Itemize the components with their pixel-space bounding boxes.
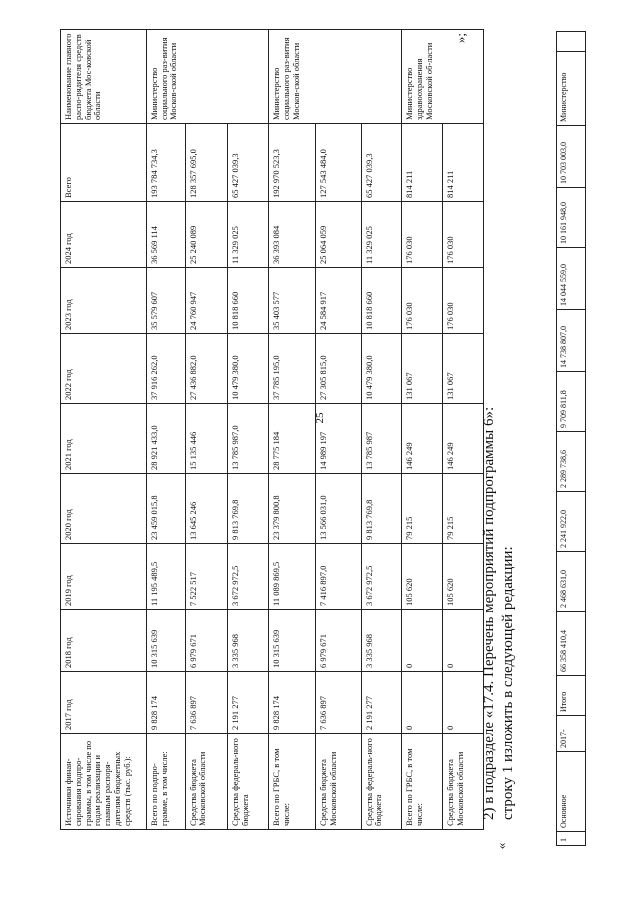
table-row (557, 32, 586, 846)
cell: 192 970 523,3 (269, 124, 316, 202)
cell: 193 784 734,3 (146, 124, 185, 202)
cell: 79 215 (443, 474, 484, 544)
cell: 0 (443, 610, 484, 672)
cell: 3 335 968 (361, 610, 402, 672)
cell: 24 760 947 (185, 268, 228, 334)
table-row (316, 30, 361, 830)
cell: 3 672 972,5 (228, 544, 269, 610)
cell: 105 620 (443, 544, 484, 610)
partial-table (556, 31, 586, 846)
cell: 10 703 003,0 (557, 126, 586, 188)
cell: 10 818 660 (228, 268, 269, 334)
cell: 2017- (557, 716, 586, 752)
cell: 66 358 410,4 (557, 612, 586, 676)
header-total: Всего (61, 124, 147, 202)
cell: 9 813 769,8 (228, 474, 269, 544)
cell: 0 (443, 672, 484, 734)
cell: 25 240 089 (185, 202, 228, 268)
table-row (146, 30, 185, 830)
cell: 11 089 869,5 (269, 544, 316, 610)
cell: 65 427 039,3 (361, 124, 402, 202)
cell: 14 044 559,0 (557, 248, 586, 310)
paragraph-line-1: 2) в подразделе «17.4. Перечень мероприятий подпрограммы 6»: (481, 406, 497, 820)
cell: Министерство (557, 52, 586, 126)
cell: 25 064 059 (316, 202, 361, 268)
cell: 176 030 (443, 202, 484, 268)
cell: 36 569 114 (146, 202, 185, 268)
cell: 2 191 277 (228, 672, 269, 734)
cell: Всего по ГРБС, в том числе: (269, 734, 316, 830)
cell: 37 916 262,0 (146, 334, 185, 404)
cell: 65 427 039,3 (228, 124, 269, 202)
header-2017: 2017 год (61, 672, 147, 734)
cell: 3 672 972,5 (361, 544, 402, 610)
cell: Средства федераль-ного бюджета (228, 734, 269, 830)
header-2019: 2019 год (61, 544, 147, 610)
cell: Итого (557, 676, 586, 716)
budget-table-wrapper (60, 30, 484, 830)
cell: 6 979 671 (316, 610, 361, 672)
cell: 11 329 025 (228, 202, 269, 268)
cell: 176 030 (402, 268, 443, 334)
cell: Средства бюджета Московской области (443, 734, 484, 830)
cell: 28 921 433,0 (146, 404, 185, 474)
cell: 11 195 489,5 (146, 544, 185, 610)
cell: 10 818 660 (361, 268, 402, 334)
paragraph-line-2: строку 1 изложить в следующей редакции: (499, 546, 516, 820)
header-2024: 2024 год (61, 202, 147, 268)
table-header-row (61, 30, 147, 830)
partial-table-wrapper (556, 32, 586, 846)
cell: 9 813 769,8 (361, 474, 402, 544)
cell: 10 315 639 (269, 610, 316, 672)
cell: 2 241 922,0 (557, 492, 586, 552)
cell: 2 468 631,0 (557, 552, 586, 612)
cell: Всего по ГРБС, в том числе: (402, 734, 443, 830)
header-2022: 2022 год (61, 334, 147, 404)
cell: 7 522 517 (185, 544, 228, 610)
cell: 15 135 446 (185, 404, 228, 474)
table-row (402, 30, 443, 830)
cell: Основное (557, 752, 586, 832)
cell: 27 436 882,0 (185, 334, 228, 404)
paragraph-wrapper (480, 30, 540, 830)
cell: 13 785 987,0 (228, 404, 269, 474)
header-source: Источники финан-сирования подпро-граммы, в том числе по годам реализации и главным распоря-дителям бюджетных средств (тыс. руб.): (61, 734, 147, 830)
opening-quote: « (493, 842, 509, 850)
table-row (443, 30, 484, 830)
cell: 6 979 671 (185, 610, 228, 672)
cell: 35 579 607 (146, 268, 185, 334)
header-ministry: Наименование главного распо-рядителя средств бюджета Мос-ковской области (61, 30, 147, 124)
cell: 13 785 987 (361, 404, 402, 474)
cell: 7 636 897 (316, 672, 361, 734)
ministry-cell: Министерство социального раз-вития Москов-ской области (269, 30, 402, 124)
cell: 10 315 639 (146, 610, 185, 672)
header-2018: 2018 год (61, 610, 147, 672)
cell: 14 738 807,0 (557, 310, 586, 372)
cell: 13 566 031,0 (316, 474, 361, 544)
cell: 9 709 811,8 (557, 372, 586, 432)
cell: 23 379 800,8 (269, 474, 316, 544)
cell: 2 191 277 (361, 672, 402, 734)
cell: 7 416 897,0 (316, 544, 361, 610)
cell: 24 584 917 (316, 268, 361, 334)
table-row (185, 30, 228, 830)
header-2023: 2023 год (61, 268, 147, 334)
closing-quote: »; (453, 32, 469, 44)
cell: 131 067 (443, 334, 484, 404)
cell: 14 989 197 (316, 404, 361, 474)
cell: 28 775 184 (269, 404, 316, 474)
page-number: 25 (314, 412, 326, 424)
cell: 79 215 (402, 474, 443, 544)
header-2020: 2020 год (61, 474, 147, 544)
cell: Всего по подпро-грамме, в том числе: (146, 734, 185, 830)
cell: Средства федераль-ного бюджета (361, 734, 402, 830)
cell: 105 620 (402, 544, 443, 610)
cell: 9 828 174 (269, 672, 316, 734)
cell: 0 (402, 610, 443, 672)
cell: 127 543 484,0 (316, 124, 361, 202)
ministry-cell: Министерство социального раз-вития Москов-ской области (146, 30, 268, 124)
cell: 131 067 (402, 334, 443, 404)
table-row (361, 30, 402, 830)
cell (557, 32, 586, 52)
cell: 2 289 738,6 (557, 432, 586, 492)
table-row (228, 30, 269, 830)
cell: 3 335 968 (228, 610, 269, 672)
cell: 13 645 246 (185, 474, 228, 544)
cell: 146 249 (402, 404, 443, 474)
cell: 10 479 380,0 (228, 334, 269, 404)
cell: 146 249 (443, 404, 484, 474)
cell: 814 211 (443, 124, 484, 202)
cell: 27 305 815,0 (316, 334, 361, 404)
cell: 35 403 577 (269, 268, 316, 334)
header-2021: 2021 год (61, 404, 147, 474)
cell: 1 (557, 832, 586, 846)
cell: 128 357 695,0 (185, 124, 228, 202)
cell: 11 329 025 (361, 202, 402, 268)
cell: 36 393 084 (269, 202, 316, 268)
cell: 10 161 948,0 (557, 188, 586, 248)
cell: 0 (402, 672, 443, 734)
table-row (269, 30, 316, 830)
cell: Средства бюджета Московской области (185, 734, 228, 830)
budget-table (60, 29, 484, 830)
cell: 176 030 (443, 268, 484, 334)
cell: 7 636 897 (185, 672, 228, 734)
cell: 23 459 015,8 (146, 474, 185, 544)
ministry-cell: Министерство здравоохранения Московской об-ласти (402, 30, 484, 124)
cell: Средства бюджета Московской области (316, 734, 361, 830)
cell: 9 828 174 (146, 672, 185, 734)
cell: 176 030 (402, 202, 443, 268)
cell: 37 785 195,0 (269, 334, 316, 404)
cell: 10 479 380,0 (361, 334, 402, 404)
cell: 814 211 (402, 124, 443, 202)
